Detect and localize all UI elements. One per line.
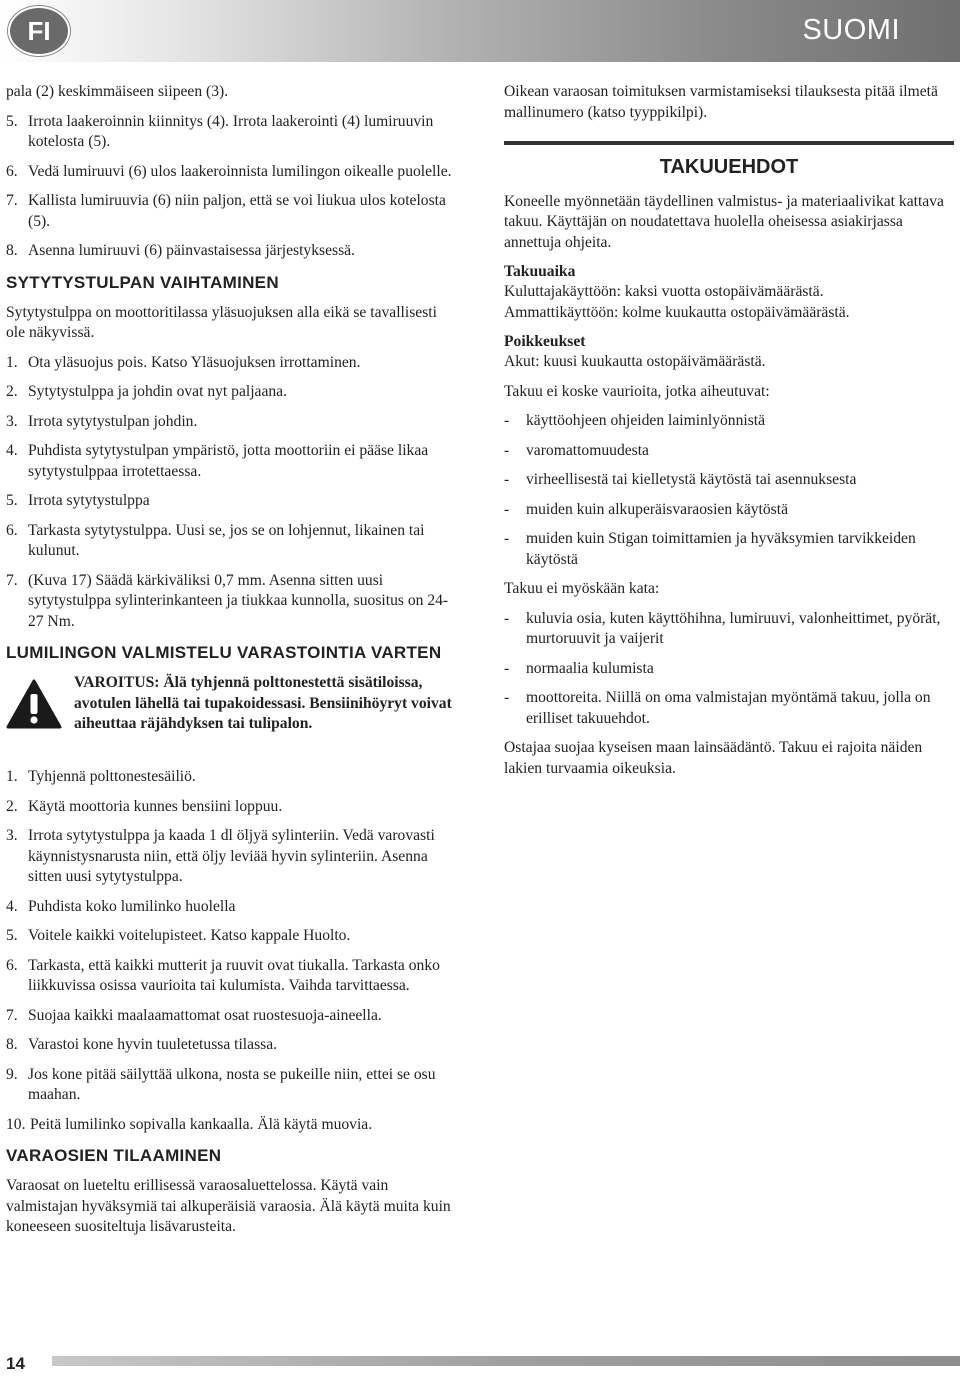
list-item <box>504 470 954 491</box>
list-number: 5. <box>6 492 18 509</box>
list-text: Voitele kaikki voitelupisteet. Katso kappale Huolto. <box>28 927 351 944</box>
list-text: muiden kuin Stigan toimittamien ja hyväksymien tarvikkeiden käytöstä <box>526 530 916 568</box>
list-item <box>6 241 454 262</box>
list-item <box>6 571 454 633</box>
steps-a <box>6 112 454 262</box>
list-item <box>6 521 454 562</box>
list-number: 3. <box>6 827 18 844</box>
list-item <box>6 162 454 183</box>
dash-marker: - <box>504 659 510 677</box>
dash-marker: - <box>504 609 510 627</box>
steps-b <box>6 353 454 633</box>
list-item <box>504 659 954 680</box>
list-number: 5. <box>6 927 18 944</box>
list-text: Tyhjennä polttonestesäiliö. <box>28 768 196 785</box>
list-text: normaalia kulumista <box>526 659 654 677</box>
list-number: 6. <box>6 521 18 539</box>
list-text: Puhdista koko lumilinko huolella <box>28 897 236 915</box>
warranty-period-professional: Ammattikäyttöön: kolme kuukautta ostopäivämäärästä. <box>504 303 850 321</box>
list-item <box>6 491 454 512</box>
list-item <box>504 441 954 462</box>
list-item <box>504 529 954 570</box>
list-number: 8. <box>6 1036 18 1053</box>
list-item <box>6 797 454 818</box>
warranty-period-title: Takuuaika <box>504 263 576 280</box>
list-number: 7. <box>6 1006 18 1024</box>
warranty-intro: Koneelle myönnetään täydellinen valmistus- ja materiaalivikat kattava takuu. Käyttäjän on noudatettava huolella oheisessa asiakirjassa annettuja ohjeita. <box>504 192 944 251</box>
list-number: 5. <box>6 112 18 130</box>
list-item <box>6 112 454 153</box>
list-text: Irrota laakeroinnin kiinnitys (4). Irrota laakerointi (4) lumiruuvin kotelosta (5). <box>28 112 434 150</box>
section-divider <box>504 141 954 145</box>
list-item <box>6 1115 454 1136</box>
list-number: 8. <box>6 242 18 259</box>
page-number: 14 <box>6 1354 25 1373</box>
list-text: Peitä lumilinko sopivalla kankaalla. Älä käytä muovia. <box>30 1115 373 1133</box>
not-covered-list <box>504 411 954 570</box>
list-item <box>6 412 454 433</box>
list-item <box>6 956 454 997</box>
list-item <box>6 191 454 232</box>
list-number: 6. <box>6 956 18 974</box>
list-text: Puhdista sytytystulpan ympäristö, jotta moottoriin ei pääse likaa sytytystulppaa irrotettaessa. <box>28 442 429 480</box>
warranty-heading: TAKUUEHDOT <box>659 156 799 178</box>
list-item <box>504 688 954 729</box>
list-number: 1. <box>6 353 18 371</box>
section-heading-storage: LUMILINGON VALMISTELU VARASTOINTIA VARTEN <box>6 643 442 662</box>
also-not-covered-intro: Takuu ei myöskään kata: <box>504 580 660 597</box>
dash-marker: - <box>504 441 510 459</box>
left-column <box>6 82 454 1247</box>
dash-marker: - <box>504 471 510 488</box>
list-text: Tarkasta sytytystulppa. Uusi se, jos se on lohjennut, likainen tai kulunut. <box>28 521 425 559</box>
list-text: Irrota sytytystulppa <box>28 492 150 509</box>
section-heading-spark-plug: SYTYTYSTULPAN VAIHTAMINEN <box>6 272 279 292</box>
list-number: 2. <box>6 383 18 400</box>
dash-marker: - <box>504 500 510 518</box>
list-text: kuluvia osia, kuten käyttöhihna, lumiruuvi, valonheittimet, pyörät, murtoruuvit ja vaijerit <box>526 609 941 647</box>
list-text: muiden kuin alkuperäisvaraosien käytöstä <box>526 500 788 518</box>
steps-c <box>6 767 454 1135</box>
list-text: käyttöohjeen ohjeiden laiminlyönnistä <box>526 412 766 429</box>
list-item <box>6 1006 454 1027</box>
list-text: Varastoi kone hyvin tuuletetussa tilassa. <box>28 1036 278 1053</box>
list-text: Irrota sytytystulpan johdin. <box>28 412 198 430</box>
list-number: 1. <box>6 768 18 785</box>
exceptions-title: Poikkeukset <box>504 333 586 350</box>
section-heading-parts: VARAOSIEN TILAAMINEN <box>6 1146 222 1165</box>
dash-marker: - <box>504 530 510 547</box>
list-item <box>6 767 454 788</box>
list-text: moottoreita. Niillä on oma valmistajan myöntämä takuu, jolla on erilliset takuuehdot. <box>526 689 931 727</box>
list-text: Käytä moottoria kunnes bensiini loppuu. <box>28 797 283 815</box>
list-number: 4. <box>6 442 18 459</box>
dash-marker: - <box>504 689 510 706</box>
list-text: varomattomuudesta <box>526 441 649 459</box>
list-item <box>6 353 454 374</box>
list-text: Tarkasta, että kaikki mutterit ja ruuvit ovat tiukalla. Tarkasta onko liikkuvissa osissa vaurioita tai kulumista. Vaihda tarvittaessa. <box>28 956 440 994</box>
also-not-covered-list <box>504 609 954 730</box>
language-code-badge: FI <box>8 6 70 56</box>
list-number: 2. <box>6 797 18 815</box>
footer-gradient-bar <box>52 1356 960 1366</box>
list-item <box>6 1035 454 1056</box>
intro-line: pala (2) keskimmäiseen siipeen (3). <box>6 83 229 100</box>
warning-text: VAROITUS: Älä tyhjennä polttonestettä sisätiloissa, avotulen lähellä tai tupakoidessasi. Bensiinihöyryt voivat aiheuttaa räjähdyksen tai tulipalon. <box>74 674 452 732</box>
warning-triangle-icon <box>6 679 62 729</box>
page-footer <box>0 1352 960 1376</box>
language-title: SUOMI <box>802 14 900 46</box>
spark-intro: Sytytystulppa on moottoritilassa yläsuojuksen alla eikä se tavallisesti ole näkyvissä. <box>6 303 437 341</box>
list-text: Vedä lumiruuvi (6) ulos laakeroinnista lumilingon oikealle puolelle. <box>28 162 452 180</box>
list-number: 9. <box>6 1065 18 1083</box>
list-text: Irrota sytytystulppa ja kaada 1 dl öljyä sylinteriin. Vedä varovasti käynnistysnarusta niin, että öljy leviää hyvin sylinteriin. Asenna sitten uusi sytytystulppa. <box>28 827 435 885</box>
list-item <box>6 926 454 947</box>
list-text: Kallista lumiruuvia (6) niin paljon, että se voi liukua ulos kotelosta (5). <box>28 192 446 230</box>
warranty-period-consumer: Kuluttajakäyttöön: kaksi vuotta ostopäivämäärästä. <box>504 283 824 300</box>
list-text: Suojaa kaikki maalaamattomat osat ruostesuoja-aineella. <box>28 1006 382 1024</box>
list-text: (Kuva 17) Säädä kärkiväliksi 0,7 mm. Asenna sitten uusi sytytystulppa sylinterinkanteen ja tiukkaa kunnolla, suositus on 24-27 Nm. <box>28 571 449 630</box>
list-number: 6. <box>6 162 18 180</box>
page-header <box>0 0 960 62</box>
list-item <box>504 411 954 432</box>
list-number: 10. <box>6 1115 26 1133</box>
list-item <box>504 609 954 650</box>
list-item <box>6 826 454 888</box>
closing-text: Ostajaa suojaa kyseisen maan lainsäädäntö. Takuu ei rajoita näiden lakien turvaamia oikeuksia. <box>504 739 923 777</box>
list-text: Ota yläsuojus pois. Katso Yläsuojuksen irrottaminen. <box>28 353 361 371</box>
list-number: 7. <box>6 192 18 209</box>
list-number: 3. <box>6 412 18 430</box>
list-text: Jos kone pitää säilyttää ulkona, nosta se pukeille niin, ettei se osu maahan. <box>28 1065 436 1103</box>
list-item <box>6 1065 454 1106</box>
list-item <box>504 500 954 521</box>
list-text: Sytytystulppa ja johdin ovat nyt paljaana. <box>28 383 287 400</box>
exceptions-line: Akut: kuusi kuukautta ostopäivämäärästä. <box>504 353 766 370</box>
warning-block <box>6 673 454 755</box>
list-text: Asenna lumiruuvi (6) päinvastaisessa järjestyksessä. <box>28 242 355 259</box>
dash-marker: - <box>504 412 510 429</box>
list-number: 7. <box>6 571 18 589</box>
list-item <box>6 441 454 482</box>
list-item <box>6 897 454 918</box>
right-column <box>504 82 954 788</box>
parts-order-note: Oikean varaosan toimituksen varmistamiseksi tilauksesta pitää ilmetä mallinumero (katso tyyppikilpi). <box>504 83 938 121</box>
list-text: virheellisestä tai kielletystä käytöstä tai asennuksesta <box>526 471 857 488</box>
list-number: 4. <box>6 897 18 915</box>
parts-text: Varaosat on lueteltu erillisessä varaosaluettelossa. Käytä vain valmistajan hyväksymiä tai alkuperäisiä varaosia. Älä käytä muita kuin koneeseen suositeltuja lisävarusteita. <box>6 1177 451 1235</box>
list-item <box>6 382 454 403</box>
not-covered-intro: Takuu ei koske vaurioita, jotka aiheutuvat: <box>504 382 770 400</box>
